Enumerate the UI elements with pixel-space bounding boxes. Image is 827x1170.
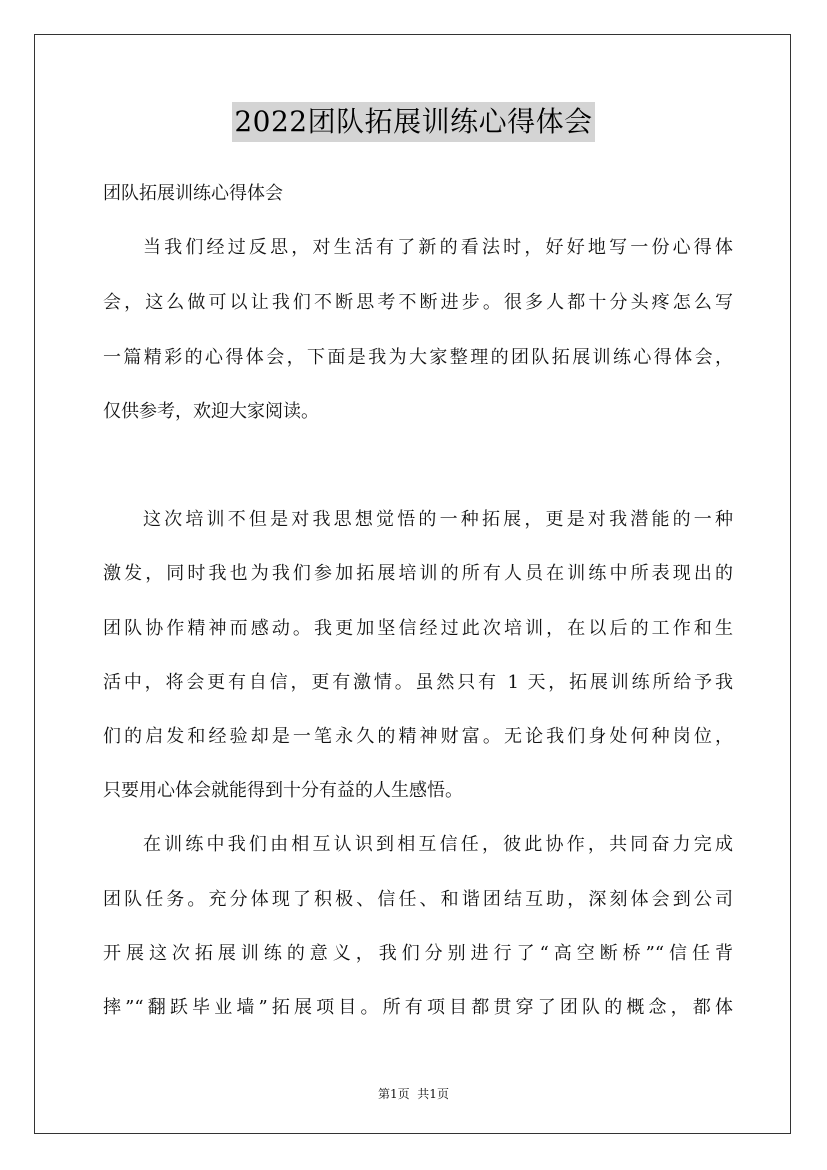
paragraph-2-line-2: 激发，同时我也为我们参加拓展培训的所有人员在训练中所表现出的 bbox=[103, 563, 733, 584]
paragraph-1-line-1: 当我们经过反思，对生活有了新的看法时，好好地写一份心得体 bbox=[143, 237, 733, 258]
paragraph-2-line-4: 活中，将会更有自信，更有激情。虽然只有 1 天，拓展训练所给予我 bbox=[103, 672, 733, 693]
paragraph-1-line-3: 一篇精彩的心得体会，下面是我为大家整理的团队拓展训练心得体会， bbox=[103, 347, 733, 368]
paragraph-1-line-2: 会，这么做可以让我们不断思考不断进步。很多人都十分头疼怎么写 bbox=[103, 292, 733, 313]
paragraph-2-line-6: 只要用心体会就能得到十分有益的人生感悟。 bbox=[103, 780, 463, 801]
paragraph-2-line-5: 们的启发和经验却是一笔永久的精神财富。无论我们身处何种岗位， bbox=[103, 726, 733, 747]
document-title: 2022团队拓展训练心得体会 bbox=[232, 102, 594, 142]
paragraph-3-line-2: 团队任务。充分体现了积极、信任、和谐团结互助，深刻体会到公司 bbox=[103, 889, 733, 910]
document-subtitle: 团队拓展训练心得体会 bbox=[103, 183, 283, 204]
paragraph-2-line-3: 团队协作精神而感动。我更加坚信经过此次培训，在以后的工作和生 bbox=[103, 618, 733, 639]
paragraph-3-line-1: 在训练中我们由相互认识到相互信任，彼此协作，共同奋力完成 bbox=[143, 834, 733, 855]
paragraph-2-line-1: 这次培训不但是对我思想觉悟的一种拓展，更是对我潜能的一种 bbox=[143, 509, 733, 530]
page-footer: 第1页 共1页 bbox=[378, 1087, 449, 1101]
paragraph-3-line-4: 摔”“翻跃毕业墙”拓展项目。所有项目都贯穿了团队的概念，都体 bbox=[103, 997, 733, 1018]
paragraph-3-line-3: 开展这次拓展训练的意义，我们分别进行了“高空断桥”“信任背 bbox=[103, 943, 733, 964]
title-container bbox=[0, 102, 827, 142]
paragraph-1-line-4: 仅供参考，欢迎大家阅读。 bbox=[103, 401, 319, 422]
